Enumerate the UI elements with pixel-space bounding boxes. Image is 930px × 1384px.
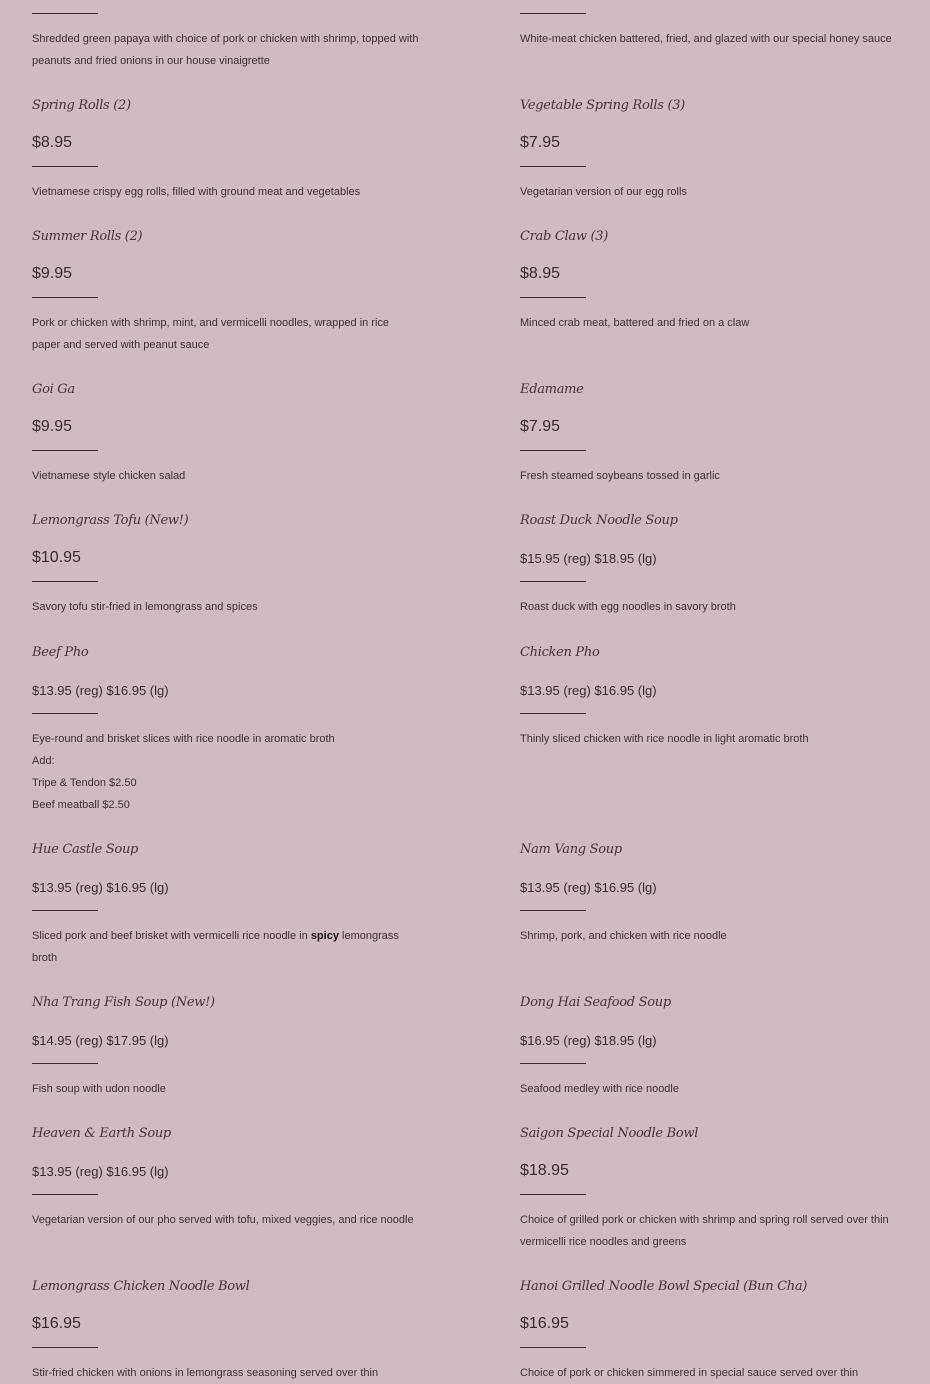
item-name: Nha Trang Fish Soup (New!) [32, 995, 215, 1010]
item-name: Lemongrass Tofu (New!) [32, 513, 189, 528]
description-text: Sliced pork and beef brisket with vermicelli rice noodle in [32, 930, 308, 942]
item-description: Minced crab meat, battered and fried on a claw [520, 317, 750, 329]
item-name: Heaven & Earth Soup [32, 1126, 171, 1141]
item-description: Vietnamese crispy egg rolls, filled with ground meat and vegetables [32, 186, 361, 198]
item-description: White-meat chicken battered, fried, and glazed with our special honey sauce [520, 33, 892, 45]
item-description: Vietnamese style chicken salad [32, 470, 186, 482]
item-description: Pork or chicken with shrimp, mint, and vermicelli noodles, wrapped in rice paper and served with peanut sauce [32, 317, 390, 351]
item-price: $7.95 [520, 134, 561, 151]
item-description: Choice of pork or chicken simmered in special sauce served over thin [520, 1367, 859, 1379]
item-price: $7.95 [520, 418, 561, 435]
description-line: Add: [32, 755, 55, 767]
item-name: Spring Rolls (2) [32, 98, 131, 113]
item-name: Vegetable Spring Rolls (3) [520, 98, 685, 113]
divider [32, 581, 98, 582]
item-price: $9.95 [32, 418, 73, 435]
item-name: Hue Castle Soup [32, 842, 139, 857]
item-description: Vegetarian version of our egg rolls [520, 186, 687, 198]
divider [520, 450, 586, 451]
description-line: Beef meatball $2.50 [32, 799, 130, 811]
item-price: $15.95 (reg) $18.95 (lg) [520, 551, 657, 566]
item-name: Crab Claw (3) [520, 229, 608, 244]
divider [520, 13, 586, 14]
divider [32, 297, 98, 298]
item-description: Thinly sliced chicken with rice noodle in light aromatic broth [520, 733, 809, 745]
divider [32, 166, 98, 167]
divider [32, 1063, 98, 1064]
item-price: $14.95 (reg) $17.95 (lg) [32, 1033, 169, 1048]
item-name: Dong Hai Seafood Soup [520, 995, 671, 1010]
divider [32, 450, 98, 451]
item-price: $13.95 (reg) $16.95 (lg) [32, 880, 169, 895]
item-description: Vegetarian version of our pho served with tofu, mixed veggies, and rice noodle [32, 1214, 414, 1226]
item-description: Fish soup with udon noodle [32, 1083, 166, 1095]
item-price: $13.95 (reg) $16.95 (lg) [32, 1164, 169, 1179]
divider [32, 13, 98, 14]
item-name: Beef Pho [32, 645, 89, 660]
item-price: $9.95 [32, 265, 73, 282]
item-name: Saigon Special Noodle Bowl [520, 1126, 699, 1141]
divider [520, 1063, 586, 1064]
spicy-emphasis: spicy [310, 930, 339, 942]
item-name: Chicken Pho [520, 645, 600, 660]
item-description: Choice of grilled pork or chicken with shrimp and spring roll served over thin vermicelli rice noodles and greens [520, 1214, 889, 1248]
item-name: Hanoi Grilled Noodle Bowl Special (Bun Cha) [520, 1279, 808, 1294]
divider [32, 1194, 98, 1195]
divider [520, 713, 586, 714]
item-price: $10.95 [32, 549, 81, 566]
item-price: $13.95 (reg) $16.95 (lg) [32, 683, 169, 698]
description-line: Eye-round and brisket slices with rice noodle in aromatic broth [32, 733, 335, 745]
divider [520, 166, 586, 167]
item-description [32, 925, 417, 969]
item-description: Savory tofu stir-fried in lemongrass and spices [32, 601, 258, 613]
item-description [32, 728, 427, 816]
item-description: Shredded green papaya with choice of pork or chicken with shrimp, topped with peanuts and fried onions in our house vinaigrette [32, 33, 419, 67]
item-price: $8.95 [520, 265, 561, 282]
item-price: $13.95 (reg) $16.95 (lg) [520, 683, 657, 698]
item-description: Stir-fried chicken with onions in lemongrass seasoning served over thin [32, 1367, 379, 1379]
divider [520, 1194, 586, 1195]
item-description: Shrimp, pork, and chicken with rice noodle [520, 930, 727, 942]
item-price: $18.95 [520, 1162, 569, 1179]
divider [520, 581, 586, 582]
item-description: Fresh steamed soybeans tossed in garlic [520, 470, 720, 482]
divider [32, 1347, 98, 1348]
divider [520, 1347, 586, 1348]
item-name: Summer Rolls (2) [32, 229, 143, 244]
item-name: Nam Vang Soup [520, 842, 622, 857]
item-price: $8.95 [32, 134, 73, 151]
description-text: lemongrass broth [32, 930, 399, 964]
divider [32, 713, 98, 714]
item-name: Roast Duck Noodle Soup [520, 513, 678, 528]
item-description: Seafood medley with rice noodle [520, 1083, 679, 1095]
description-line: Tripe & Tendon $2.50 [32, 777, 137, 789]
item-description: Roast duck with egg noodles in savory broth [520, 601, 736, 613]
divider [32, 910, 98, 911]
item-price: $13.95 (reg) $16.95 (lg) [520, 880, 657, 895]
item-price: $16.95 [32, 1315, 81, 1332]
divider [520, 910, 586, 911]
item-price: $16.95 [520, 1315, 569, 1332]
item-name: Goi Ga [32, 382, 75, 397]
item-name: Edamame [520, 382, 584, 397]
divider [520, 297, 586, 298]
item-price: $16.95 (reg) $18.95 (lg) [520, 1033, 657, 1048]
item-name: Lemongrass Chicken Noodle Bowl [32, 1279, 250, 1294]
